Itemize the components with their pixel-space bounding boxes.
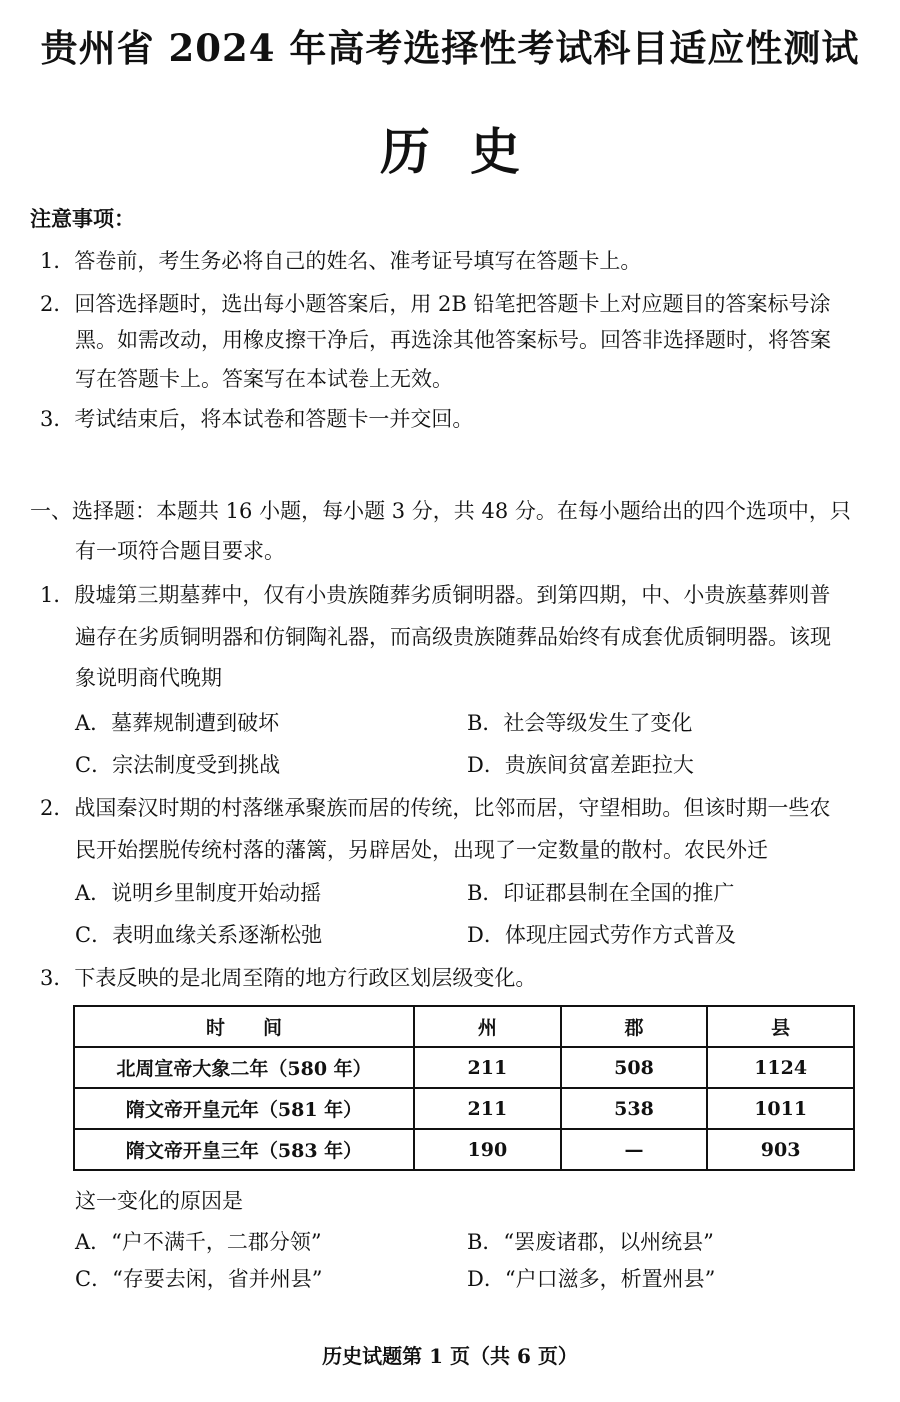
table-cell: 903 (707, 1129, 854, 1170)
subject-title: 历史 (380, 122, 560, 181)
table-cell: 隋文帝开皇元年（581 年） (74, 1088, 414, 1129)
table-row (74, 1047, 854, 1088)
question-2-option-b: B．印证郡县制在全国的推广 (467, 881, 735, 905)
question-3-option-b: B．“罢废诸郡，以州统县” (467, 1230, 714, 1254)
notice-line: 黑。如需改动，用橡皮擦干净后，再选涂其他答案标号。回答非选择题时，将答案 (75, 328, 831, 352)
table-cell: 隋文帝开皇三年（583 年） (74, 1129, 414, 1170)
question-1-option-b: B．社会等级发生了变化 (467, 711, 693, 735)
table-cell: 211 (414, 1088, 561, 1129)
question-2-stem: 民开始摆脱传统村落的藩篱，另辟居处，出现了一定数量的散村。农民外迁 (75, 838, 768, 862)
section-heading: 一、选择题：本题共 16 小题，每小题 3 分，共 48 分。在每小题给出的四个选项中，只 (30, 499, 851, 523)
question-2-option-d: D．体现庄园式劳作方式普及 (467, 923, 736, 947)
table-cell: 1011 (707, 1088, 854, 1129)
question-2-option-a: A．说明乡里制度开始动摇 (75, 881, 322, 905)
table-row (74, 1129, 854, 1170)
table-row (74, 1088, 854, 1129)
table-header-cell: 郡 (561, 1006, 708, 1047)
table-header-cell: 时 间 (74, 1006, 414, 1047)
notice-line: 1．答卷前，考生务必将自己的姓名、准考证号填写在答题卡上。 (40, 249, 642, 273)
question-3-option-a: A．“户不满千，二郡分领” (75, 1230, 322, 1254)
question-3-option-d: D．“户口滋多，析置州县” (467, 1267, 716, 1291)
notice-line: 2．回答选择题时，选出每小题答案后，用 2B 铅笔把答题卡上对应题目的答案标号涂 (40, 292, 831, 316)
table-header-cell: 县 (707, 1006, 854, 1047)
notice-heading: 注意事项： (30, 206, 135, 231)
question-1-stem: 遍存在劣质铜明器和仿铜陶礼器，而高级贵族随葬品始终有成套优质铜明器。该现 (75, 625, 831, 649)
question-2-stem: 2．战国秦汉时期的村落继承聚族而居的传统，比邻而居，守望相助。但该时期一些农 (40, 796, 831, 820)
table-cell: 538 (561, 1088, 708, 1129)
question-1-option-a: A．墓葬规制遭到破坏 (75, 711, 280, 735)
table-cell: 190 (414, 1129, 561, 1170)
table-cell: 508 (561, 1047, 708, 1088)
question-3-stem: 3．下表反映的是北周至隋的地方行政区划层级变化。 (40, 966, 537, 990)
notice-line: 写在答题卡上。答案写在本试卷上无效。 (75, 367, 453, 391)
table-cell: 211 (414, 1047, 561, 1088)
notice-line: 3．考试结束后，将本试卷和答题卡一并交回。 (40, 407, 474, 431)
question-1-option-c: C．宗法制度受到挑战 (75, 753, 281, 777)
question-1-option-d: D．贵族间贫富差距拉大 (467, 753, 694, 777)
exam-title: 贵州省 2024 年高考选择性考试科目适应性测试 (40, 26, 860, 70)
page-footer: 历史试题第 1 页（共 6 页） (322, 1344, 578, 1368)
question-1-stem: 象说明商代晚期 (75, 666, 222, 690)
table-cell: 1124 (707, 1047, 854, 1088)
question-1-stem: 1．殷墟第三期墓葬中，仅有小贵族随葬劣质铜明器。到第四期，中、小贵族墓葬则普 (40, 583, 831, 607)
table-cell: — (561, 1129, 708, 1170)
table-header-cell: 州 (414, 1006, 561, 1047)
question-2-option-c: C．表明血缘关系逐渐松弛 (75, 923, 323, 947)
table-cell: 北周宣帝大象二年（580 年） (74, 1047, 414, 1088)
question-3-option-c: C．“存要去闲，省并州县” (75, 1267, 323, 1291)
admin-division-table (73, 1005, 855, 1171)
question-3-prompt: 这一变化的原因是 (75, 1189, 243, 1213)
section-heading-cont: 有一项符合题目要求。 (75, 539, 285, 563)
table-header-row (74, 1006, 854, 1047)
